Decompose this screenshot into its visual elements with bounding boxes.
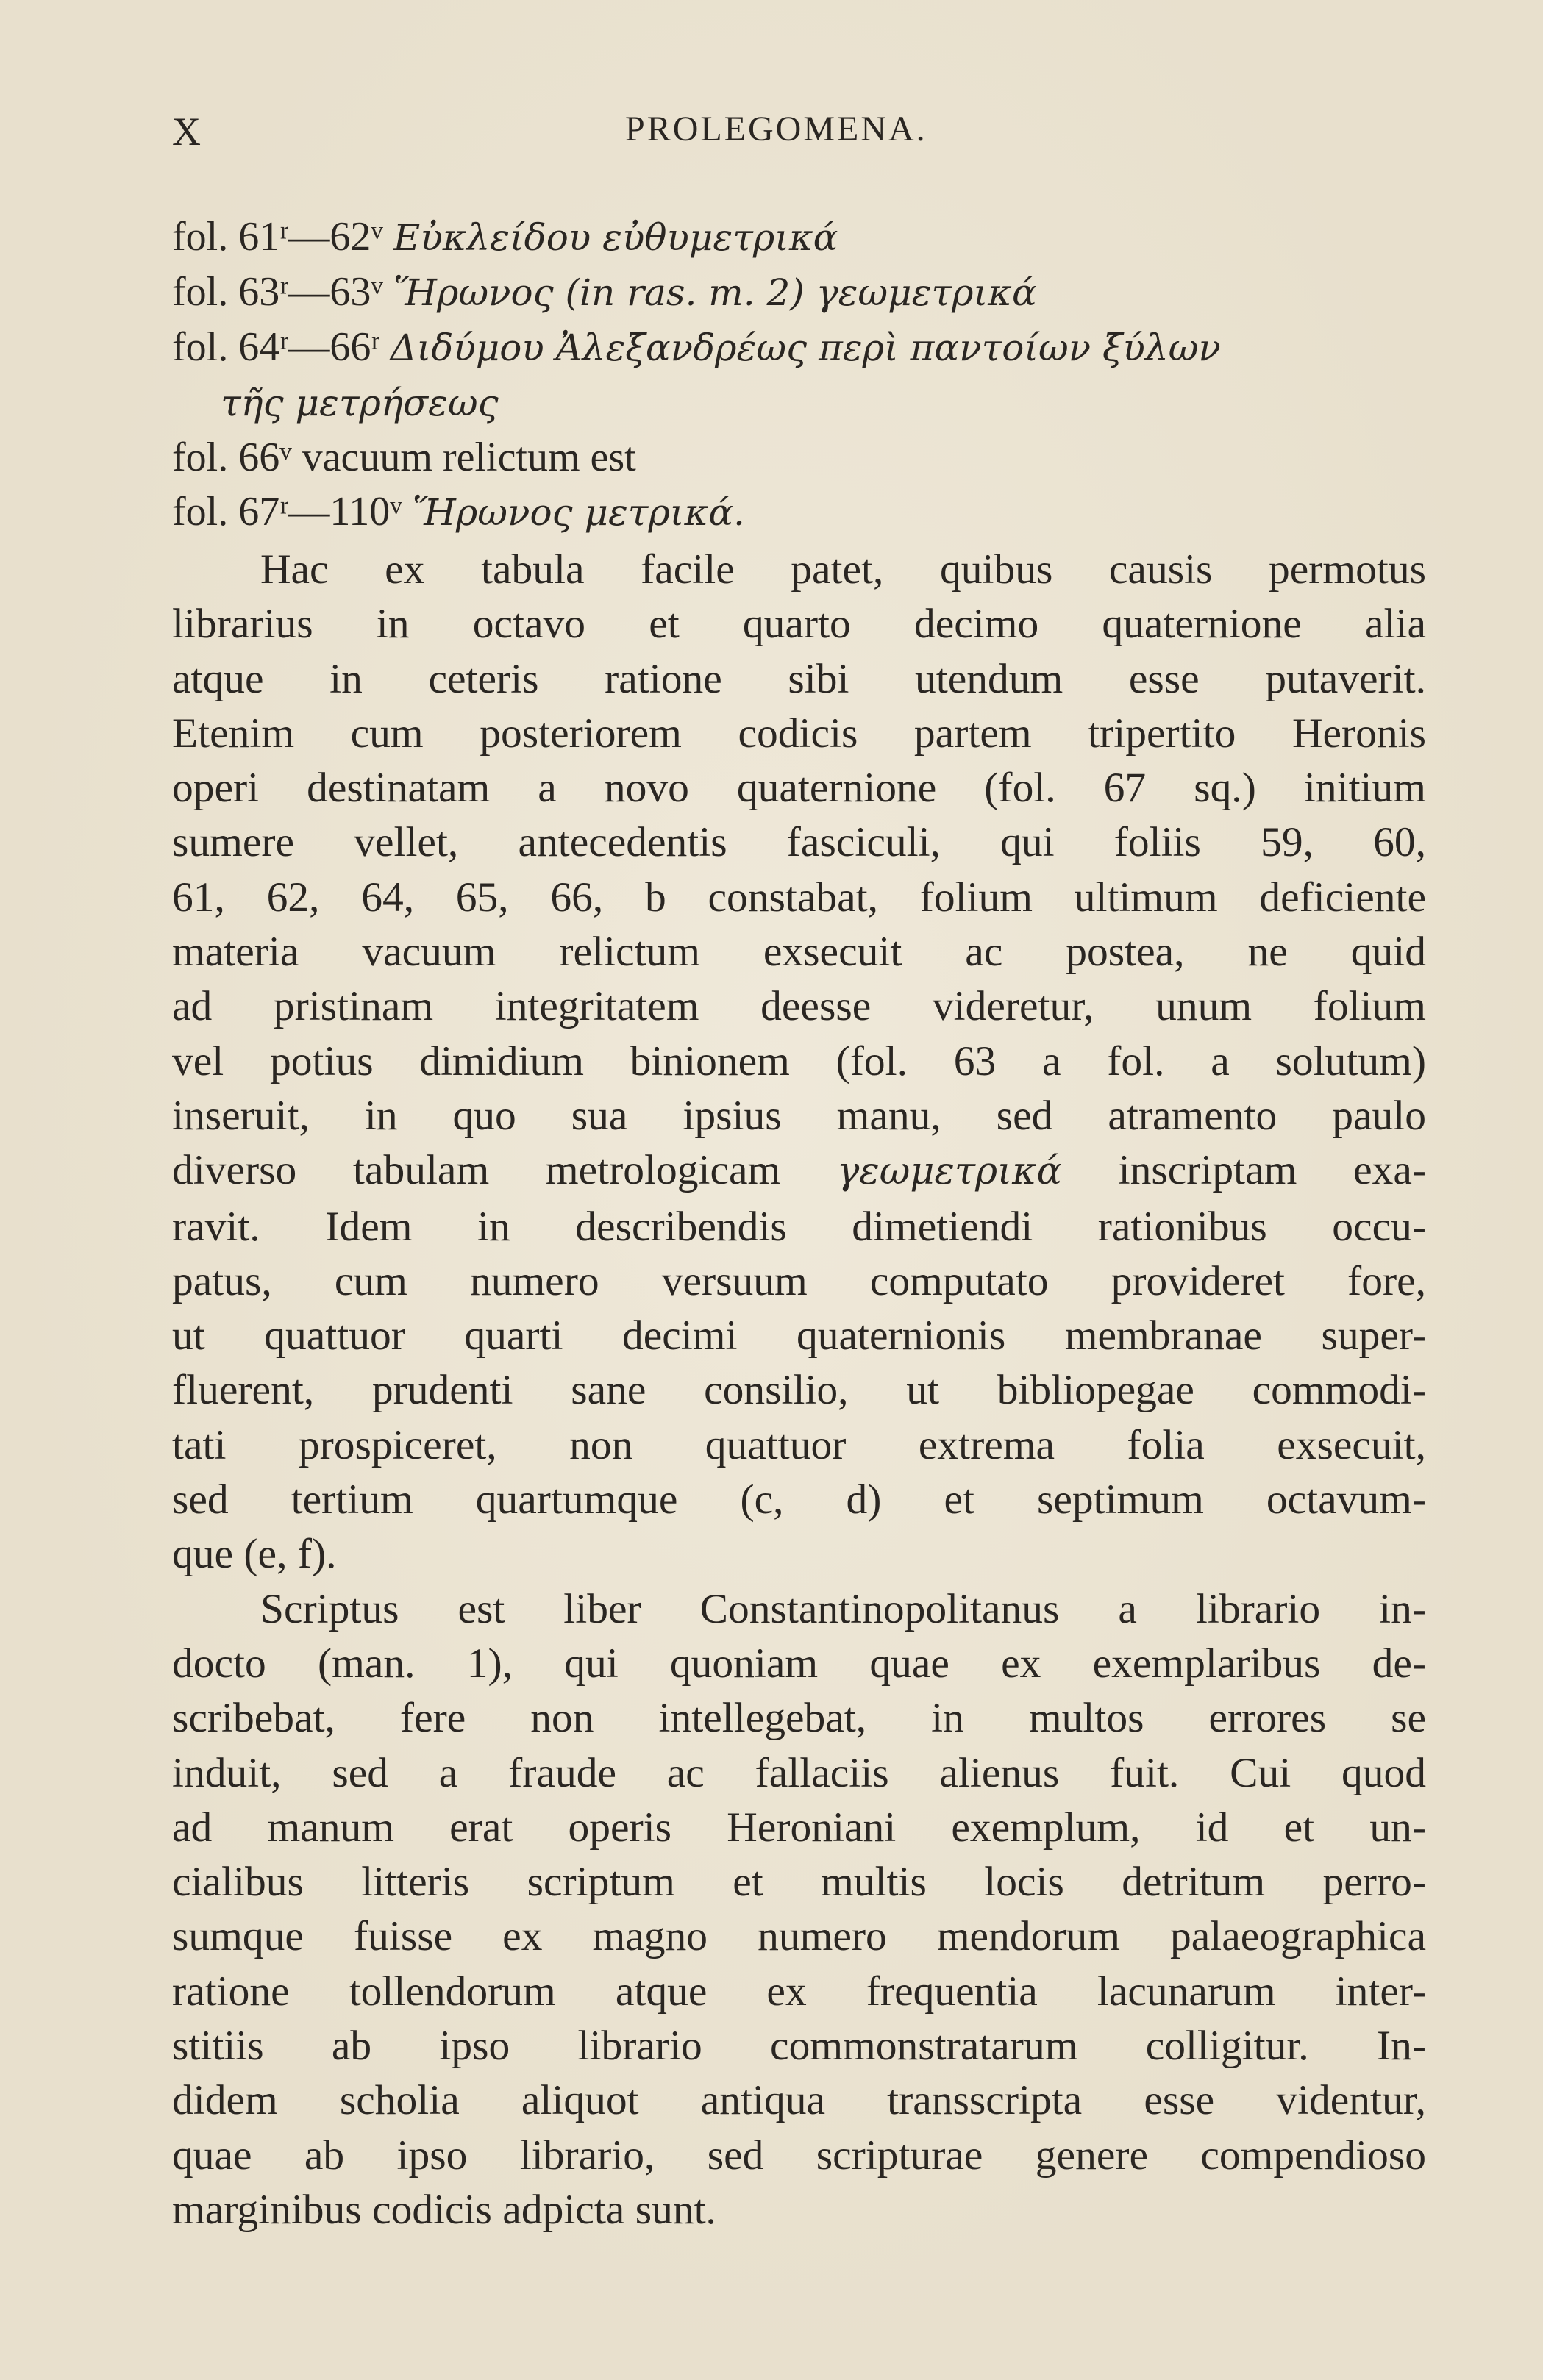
text-line: sed tertium quartumque (c, d) et septimum octavum- bbox=[172, 1476, 1426, 1523]
text-line: Scriptus est liber Constantinopolitanus a librario in- bbox=[260, 1585, 1426, 1632]
contents-entry bbox=[172, 430, 1437, 485]
text-line: docto (man. 1), qui quoniam quae ex exemplaribus de- bbox=[172, 1640, 1426, 1687]
text-line: que (e, f). bbox=[172, 1531, 337, 1578]
text-line: ad manum erat operis Heroniani exemplum, id et un- bbox=[172, 1804, 1426, 1851]
entry-title: Διδύμου Ἀλεξανδρέως περὶ παντοίων ξύλων bbox=[390, 326, 1221, 369]
paragraph-2 bbox=[172, 1582, 1426, 2238]
contents-entry bbox=[172, 485, 1437, 540]
contents-entry bbox=[172, 265, 1437, 320]
entry-title: Ἥρωνος (in ras. m. 2) γεωμετρικά bbox=[393, 271, 1037, 314]
entry-title: vacuum relictum est bbox=[302, 435, 636, 480]
entry-title: τῆς μετρήσεως bbox=[221, 382, 499, 424]
text-line bbox=[172, 1143, 1426, 1199]
contents-entry bbox=[172, 320, 1437, 375]
text-line: vel potius dimidium binionem (fol. 63 a fol. a solutum) bbox=[172, 1037, 1426, 1084]
text-line: Hac ex tabula facile patet, quibus causis permotus bbox=[260, 546, 1426, 593]
body-text bbox=[172, 543, 1426, 2237]
manuscript-contents-list bbox=[172, 210, 1437, 540]
text-line: ratione tollendorum atque ex frequentia lacunarum inter- bbox=[172, 1968, 1426, 2015]
contents-entry-continuation bbox=[172, 375, 1437, 430]
text-line: operi destinatam a novo quaternione (fol. 67 sq.) initium bbox=[172, 765, 1426, 812]
text-line: sumque fuisse ex magno numero mendorum palaeographica bbox=[172, 1913, 1426, 1960]
text-line: didem scholia aliquot antiqua transscripta esse videntur, bbox=[172, 2077, 1426, 2124]
text-line: inseruit, in quo sua ipsius manu, sed atramento paulo bbox=[172, 1092, 1426, 1139]
text-line: ad pristinam integritatem deesse videretur, unum folium bbox=[172, 983, 1426, 1030]
running-title: PROLEGOMENA. bbox=[625, 110, 927, 149]
folio-number: X bbox=[172, 110, 202, 154]
text-line: atque in ceteris ratione sibi utendum esse putaverit. bbox=[172, 655, 1426, 702]
text-line: fluerent, prudenti sane consilio, ut bibliopegae commodi- bbox=[172, 1367, 1426, 1414]
text-line: ut quattuor quarti decimi quaternionis membranae super- bbox=[172, 1312, 1426, 1359]
text-segment: inscriptam exa- bbox=[1118, 1147, 1427, 1194]
entry-title: Ἥρωνος μετρικά. bbox=[412, 491, 745, 534]
text-line: scribebat, fere non intellegebat, in multos errores se bbox=[172, 1695, 1426, 1742]
text-line: sumere vellet, antecedentis fasciculi, qui foliis 59, 60, bbox=[172, 819, 1426, 866]
text-line: stitiis ab ipso librario commonstratarum colligitur. In- bbox=[172, 2023, 1426, 2070]
text-line: marginibus codicis adpicta sunt. bbox=[172, 2186, 716, 2233]
text-line: ravit. Idem in describendis dimetiendi rationibus occu- bbox=[172, 1203, 1426, 1250]
text-line: librarius in octavo et quarto decimo quaternione alia bbox=[172, 601, 1426, 648]
contents-entry bbox=[172, 210, 1437, 265]
page-header bbox=[172, 109, 1422, 160]
folio-reference: fol. 67ʳ—110ᵛ bbox=[172, 489, 402, 535]
text-line: cialibus litteris scriptum et multis locis detritum perro- bbox=[172, 1859, 1426, 1906]
folio-reference: fol. 61ʳ—62ᵛ bbox=[172, 214, 383, 260]
text-segment: diverso tabulam metrologicam bbox=[172, 1147, 781, 1194]
text-line: 61, 62, 64, 65, 66, b constabat, folium ultimum deficiente bbox=[172, 873, 1426, 921]
text-line: tati prospiceret, non quattuor extrema folia exsecuit, bbox=[172, 1421, 1426, 1468]
entry-title: Εὐκλείδου εὐθυμετρικά bbox=[393, 216, 838, 259]
paragraph-1 bbox=[172, 543, 1426, 1582]
text-line: Etenim cum posteriorem codicis partem tripertito Heronis bbox=[172, 710, 1426, 757]
folio-reference: fol. 66ᵛ bbox=[172, 435, 292, 480]
folio-reference: fol. 64ʳ—66ʳ bbox=[172, 324, 380, 370]
text-line: materia vacuum relictum exsecuit ac postea, ne quid bbox=[172, 929, 1426, 976]
greek-term: γεωμετρικά bbox=[836, 1150, 1062, 1194]
text-line: patus, cum numero versuum computato provideret fore, bbox=[172, 1257, 1426, 1304]
folio-reference: fol. 63ʳ—63ᵛ bbox=[172, 269, 383, 315]
text-line: quae ab ipso librario, sed scripturae genere compendioso bbox=[172, 2131, 1426, 2179]
text-line: induit, sed a fraude ac fallaciis alienus fuit. Cui quod bbox=[172, 1749, 1426, 1796]
